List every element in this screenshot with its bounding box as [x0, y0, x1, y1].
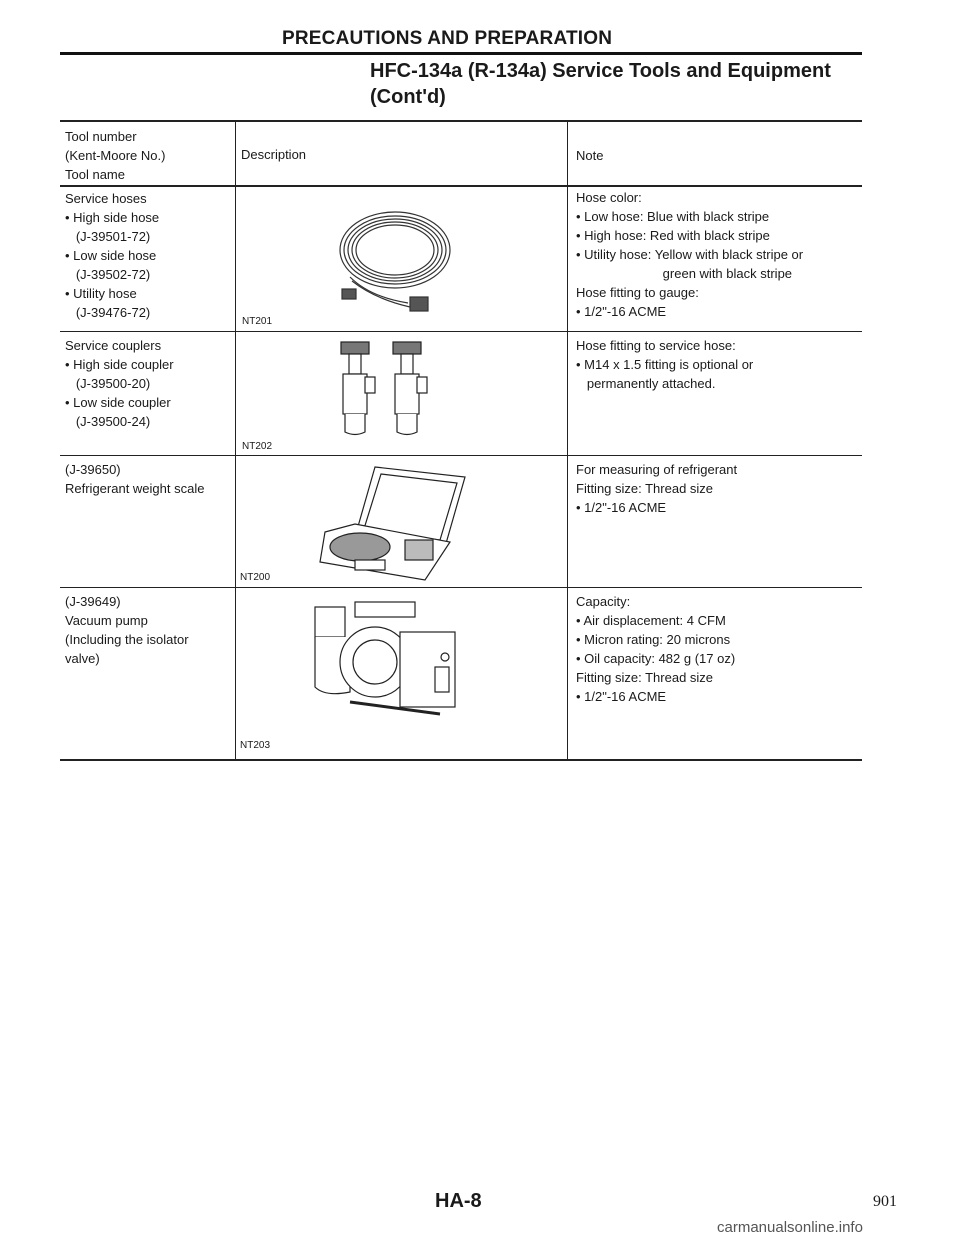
service-coupler-illustration — [335, 337, 435, 442]
service-hose-illustration — [330, 205, 460, 320]
subtitle-line-1: HFC-134a (R-134a) Service Tools and Equipment — [370, 60, 831, 82]
header-tool-number: Tool number (Kent-Moore No.) Tool name — [65, 129, 166, 182]
figure-code: NT200 — [240, 572, 271, 583]
row-divider — [60, 587, 862, 588]
row-couplers-tool: Service couplers • High side coupler (J-39500-20) • Low side coupler (J-39500-24) — [65, 338, 174, 429]
row-hoses-note: Hose color: • Low hose: Blue with black stripe • High hose: Red with black stripe • Utility hose: Yellow with black stripe or green with black stripe Hose fitting to gauge: • 1/2"-16 ACME — [576, 190, 804, 319]
column-divider — [567, 120, 568, 760]
row-couplers-note: Hose fitting to service hose: • M14 x 1.5 fitting is optional or permanently attached. — [576, 338, 754, 391]
row-hoses-tool: Service hoses • High side hose (J-39501-72) • Low side hose (J-39502-72) • Utility hose (J-39476-72) — [65, 191, 160, 320]
figure-code: NT203 — [240, 740, 271, 751]
page-number: 901 — [873, 1193, 897, 1210]
row-scale-tool: (J-39650) Refrigerant weight scale — [65, 462, 205, 496]
figure-code: NT202 — [242, 441, 273, 452]
header-bottom-rule — [60, 185, 862, 187]
table-bottom-rule — [60, 759, 862, 761]
header-note: Note — [576, 148, 604, 163]
row-divider — [60, 331, 862, 332]
header-description: Description — [241, 147, 307, 162]
refrigerant-scale-illustration — [315, 462, 475, 582]
row-pump-tool: (J-39649) Vacuum pump (Including the isolator valve) — [65, 594, 189, 666]
figure-code: NT201 — [242, 316, 273, 327]
page-subtitle — [370, 58, 831, 110]
column-divider — [235, 120, 236, 760]
vacuum-pump-illustration — [305, 592, 465, 722]
row-pump-note: Capacity: • Air displacement: 4 CFM • Micron rating: 20 microns • Oil capacity: 482 g (17 oz) Fitting size: Thread size • 1/2"-16 ACME — [576, 594, 736, 704]
header-rule — [60, 52, 862, 55]
subtitle-line-2: (Cont'd) — [370, 86, 446, 108]
row-divider — [60, 455, 862, 456]
table-top-rule — [60, 120, 862, 122]
page-label: HA-8 — [435, 1190, 482, 1212]
row-scale-note: For measuring of refrigerant Fitting size: Thread size • 1/2"-16 ACME — [576, 462, 738, 515]
watermark[interactable]: carmanualsonline.info — [717, 1219, 863, 1236]
section-title: PRECAUTIONS AND PREPARATION — [282, 28, 613, 49]
